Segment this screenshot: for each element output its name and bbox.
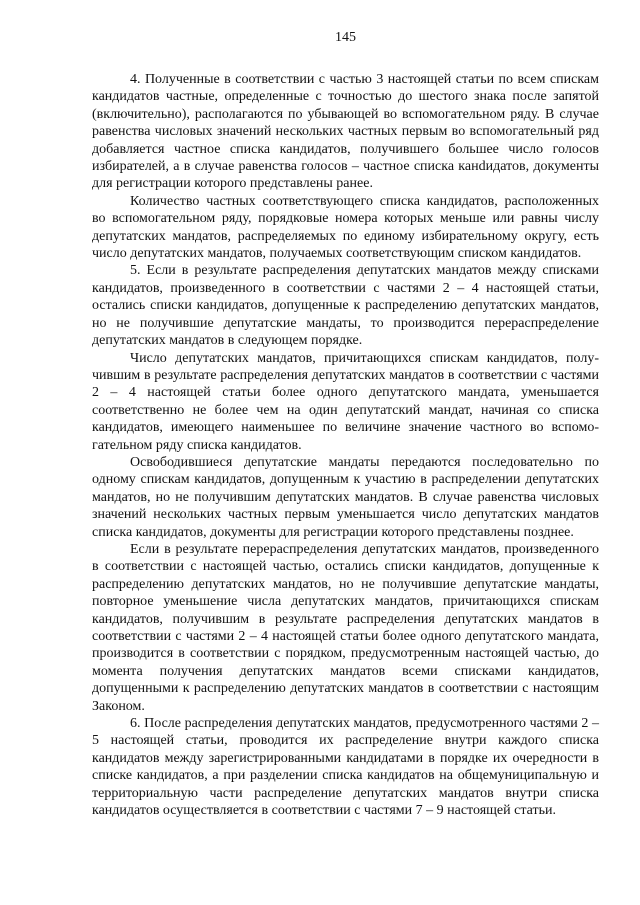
paragraph-quotient-count: Количество частных соответствующего списка кандидатов, расположенных во вспомогательном ряду, порядковые номера которых меньше или равны числу депутатских мандатов, распределяемых по единому избирательному округу, есть число депутатских мандатов, получаемых соответствующим списком кандидатов.	[92, 193, 599, 262]
paragraph-part-6: 6. После распределения депутатских мандатов, предусмотренного частями 2 – 5 настоящей статьи, проводится их распределение внутри каждого списка кандидатов между зарегистрированными кандидатами в порядке их очередности в списке кандидатов, а при разделении списка кандидатов на общемуниципальную и территориальную части распределение депутатских мандатов внутри списка кандидатов осуществляется в соответствии с частями 7 – 9 настоящей статьи.	[92, 716, 599, 819]
paragraph-repeated-reduction: Если в результате перераспределения депутатских мандатов, произведенного в соответствии с настоящей частью, остались списки кандидатов, допущенные к распределению депутатских мандатов, но не получившие депутатские мандаты, повторное уменьшение числа депутатских мандатов, причитающихся спискам кандидатов, получившим в результате распределения депутатских мандатов в соответствии с частями 2 – 4 настоящей статьи более одного депутатского мандата, производится в соответствии с порядком, предусмотренным настоящей частью, до момента получения депутатских мандатов всеми списками кандидатов, допущенными к распределению депутатских мандатов в соответствии с настоящим Законом.	[92, 541, 599, 714]
paragraph-part-4: 4. Полученные в соответствии с частью 3 настоящей статьи по всем спискам кандидатов частные, определенные с точностью до шестого знака после запятой (включительно), располагаются по убывающей во вспомогательном ряду. В случае равенства числовых значений нескольких частных первым во вспомогательный ряд добавляется частное списка кандидатов, получившего большее число голосов избирателей, а в случае равенства голосов – частное списка канdидатов, документы для регистрации которого представлены ранее.	[92, 72, 599, 192]
paragraph-mandate-reduction: Число депутатских мандатов, причитающихся спискам кандидатов, получившим в результате распределения депутатских мандатов в соответствии с частями 2 – 4 настоящей статьи более одного депутатского мандата, уменьшается соответственно не более чем на один депутатский мандат, начиная со списка кандидатов, имеющего наименьшее по величине значение частного во вспомогательном ряду списка кандидатов.	[92, 350, 599, 453]
page-number: 145	[335, 30, 356, 45]
paragraph-part-5: 5. Если в результате распределения депутатских мандатов между списками кандидатов, произведенного в соответствии с частями 2 – 4 настоящей статьи, остались списки кандидатов, допущенные к распределению депутатских мандатов, но не получившие депутатские мандаты, то производится перераспределение депутатских мандатов в следующем порядке.	[92, 263, 599, 349]
paragraph-freed-mandates: Освободившиеся депутатские мандаты передаются последовательно по одному спискам кандидатов, допущенным к участию в распределении депутатских мандатов, но не получившим депутатских мандатов. В случае равенства числовых значений нескольких частных первым уменьшается число депутатских мандатов списка кандидатов, документы для регистрации которого представлены позднее.	[92, 454, 599, 540]
